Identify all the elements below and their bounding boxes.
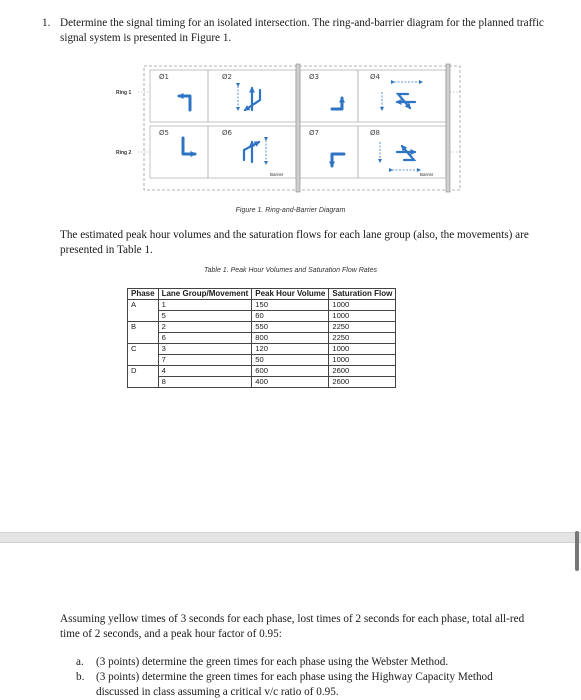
movement-cell: 5 bbox=[158, 311, 252, 322]
phase-5-left-turn-arrow bbox=[183, 138, 195, 154]
scrollbar-thumb[interactable] bbox=[575, 531, 579, 571]
question-item-a bbox=[76, 655, 546, 670]
movement-cell: 4 bbox=[158, 366, 252, 377]
phase-3-left-turn-arrow bbox=[332, 98, 342, 109]
phase-1-left-turn-arrow bbox=[179, 96, 190, 110]
table-row bbox=[128, 377, 396, 388]
phase-label-6: Ø6 bbox=[222, 129, 232, 137]
phase-cell bbox=[128, 311, 159, 322]
phase-cell: B bbox=[128, 322, 159, 333]
saturation-flow-cell: 1000 bbox=[329, 355, 396, 366]
volume-cell: 550 bbox=[252, 322, 329, 333]
movement-cell: 1 bbox=[158, 300, 252, 311]
question-number: 1. bbox=[42, 17, 51, 29]
phase-cell: D bbox=[128, 366, 159, 377]
volume-cell: 800 bbox=[252, 333, 329, 344]
item-a-text: (3 points) determine the green times for each phase using the Webster Method. bbox=[96, 656, 449, 668]
phase-cell bbox=[128, 377, 159, 388]
barrier-line-1 bbox=[296, 64, 300, 192]
phase-label-5: Ø5 bbox=[159, 129, 169, 137]
table-row bbox=[128, 322, 396, 333]
item-a-letter: a. bbox=[76, 656, 84, 668]
phase-label-1: Ø1 bbox=[159, 73, 169, 81]
phase-cell bbox=[128, 355, 159, 366]
barrier-label-2: Barrier bbox=[420, 172, 434, 177]
volume-cell: 600 bbox=[252, 366, 329, 377]
movement-cell: 3 bbox=[158, 344, 252, 355]
phase-cell bbox=[128, 333, 159, 344]
movement-cell: 6 bbox=[158, 333, 252, 344]
header-peak-volume: Peak Hour Volume bbox=[252, 289, 329, 300]
phase-label-3: Ø3 bbox=[309, 73, 319, 81]
phase-cell: A bbox=[128, 300, 159, 311]
barrier-label-1: Barrier bbox=[270, 172, 284, 177]
movement-cell: 2 bbox=[158, 322, 252, 333]
page-divider bbox=[0, 532, 581, 543]
table-row bbox=[128, 300, 396, 311]
saturation-flow-cell: 2250 bbox=[329, 333, 396, 344]
volume-table bbox=[127, 288, 396, 388]
volume-cell: 60 bbox=[252, 311, 329, 322]
movement-cell: 7 bbox=[158, 355, 252, 366]
volume-cell: 400 bbox=[252, 377, 329, 388]
question-text: Determine the signal timing for an isolated intersection. The ring-and-barrier diagram for the planned traffic signal system is presented in Figure 1. bbox=[60, 17, 544, 44]
header-lane-group: Lane Group/Movement bbox=[158, 289, 252, 300]
table-row bbox=[128, 355, 396, 366]
saturation-flow-cell: 1000 bbox=[329, 311, 396, 322]
saturation-flow-cell: 2600 bbox=[329, 377, 396, 388]
volume-cell: 50 bbox=[252, 355, 329, 366]
table-intro-paragraph: The estimated peak hour volumes and the saturation flows for each lane group (also, the movements) are presented in Table 1. bbox=[60, 229, 529, 256]
item-b-letter: b. bbox=[76, 671, 85, 683]
header-phase: Phase bbox=[128, 289, 159, 300]
saturation-flow-cell: 2600 bbox=[329, 366, 396, 377]
table-caption: Table 1. Peak Hour Volumes and Saturation Flow Rates bbox=[203, 267, 378, 274]
saturation-flow-cell: 1000 bbox=[329, 344, 396, 355]
table-header-row bbox=[128, 289, 396, 300]
ring1-label: Ring 1 bbox=[116, 90, 132, 96]
table-row bbox=[128, 366, 396, 377]
phase-7-left-turn-arrow bbox=[332, 154, 344, 166]
ring-barrier-diagram bbox=[110, 62, 470, 202]
assumptions-paragraph: Assuming yellow times of 3 seconds for each phase, lost times of 2 seconds for each phase, total all-red time of 2 seconds, and a peak hour factor of 0.95: bbox=[60, 613, 525, 640]
movement-cell: 8 bbox=[158, 377, 252, 388]
volume-cell: 120 bbox=[252, 344, 329, 355]
question-item-b bbox=[76, 670, 546, 700]
volume-cell: 150 bbox=[252, 300, 329, 311]
phase-label-7: Ø7 bbox=[309, 129, 319, 137]
saturation-flow-cell: 1000 bbox=[329, 300, 396, 311]
phase-label-8: Ø8 bbox=[370, 129, 380, 137]
header-saturation-flow: Saturation Flow bbox=[329, 289, 396, 300]
figure-caption: Figure 1. Ring-and-Barrier Diagram bbox=[235, 207, 346, 214]
saturation-flow-cell: 2250 bbox=[329, 322, 396, 333]
table-row bbox=[128, 311, 396, 322]
item-b-text: (3 points) determine the green times for each phase using the Highway Capacity Method discussed in class assuming a critical v/c ratio of 0.95. bbox=[96, 671, 493, 698]
barrier-line-2 bbox=[446, 64, 450, 192]
ring2-label: Ring 2 bbox=[116, 150, 132, 156]
table-row bbox=[128, 344, 396, 355]
phase-cell: C bbox=[128, 344, 159, 355]
phase-label-4: Ø4 bbox=[370, 73, 380, 81]
phase-label-2: Ø2 bbox=[222, 73, 232, 81]
table-row bbox=[128, 333, 396, 344]
